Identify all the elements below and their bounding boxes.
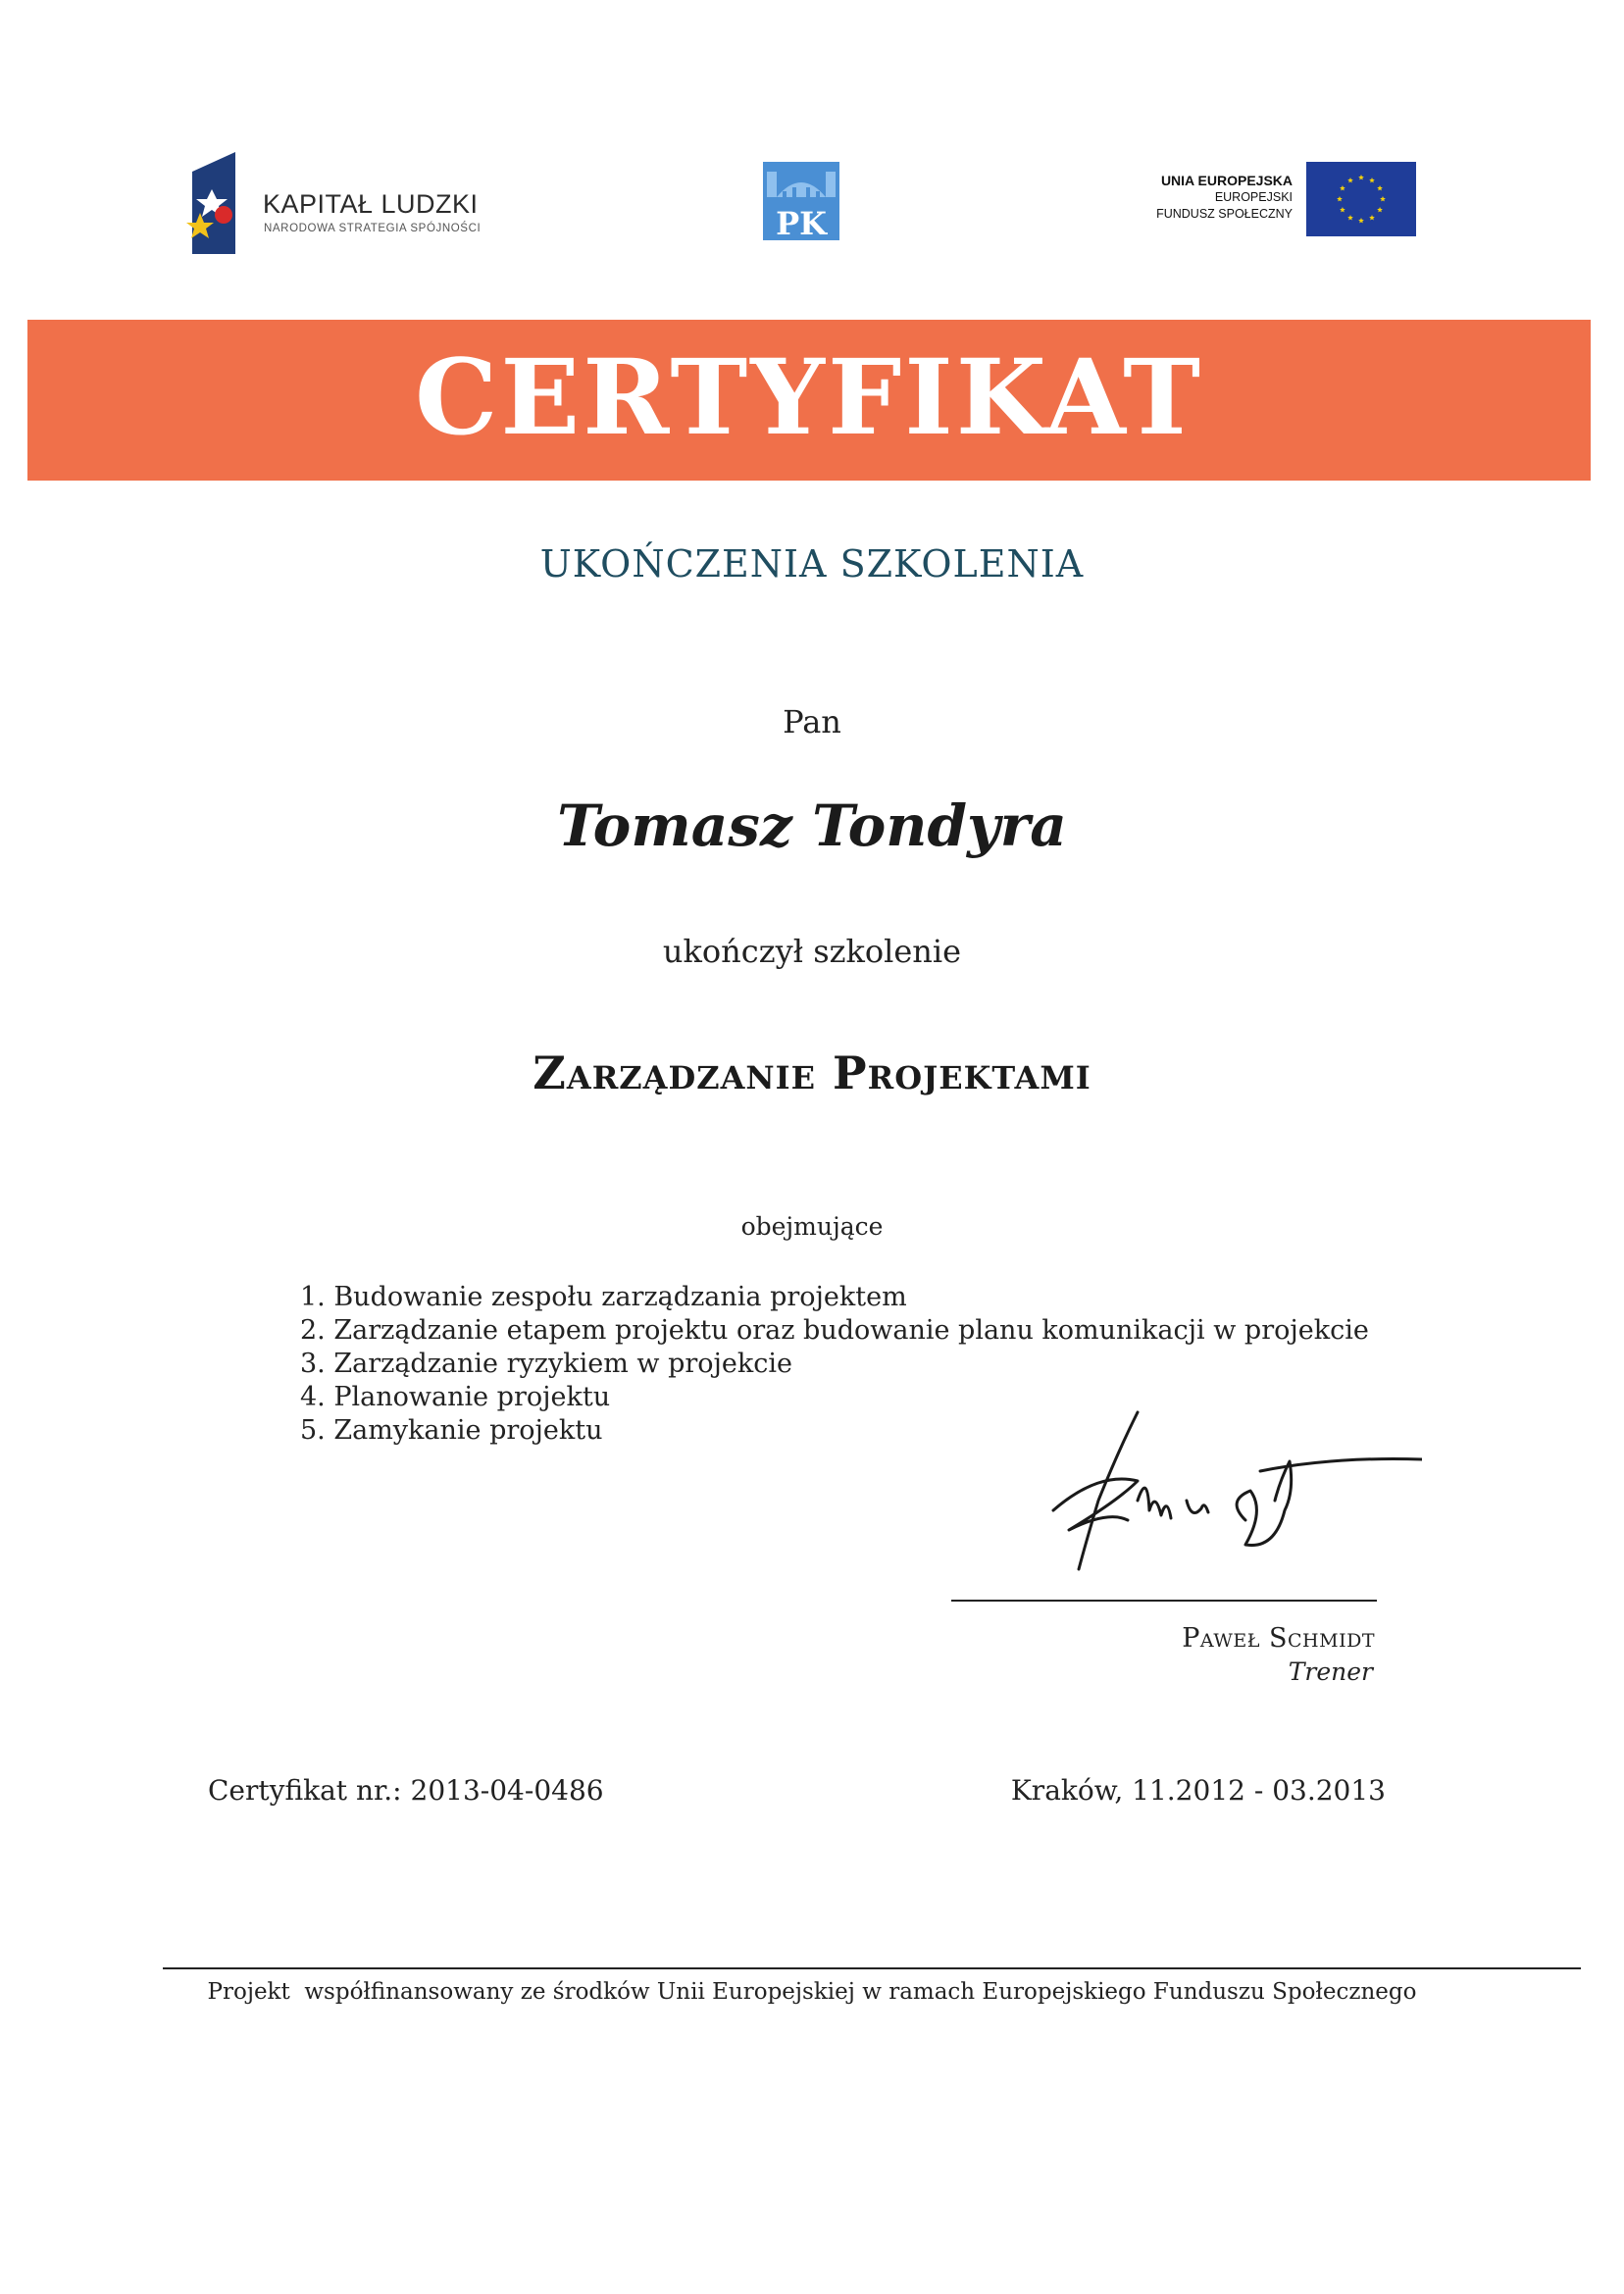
trainer-role: Trener (1288, 1657, 1373, 1686)
eu-logo-line3: FUNDUSZ SPOŁECZNY (1156, 207, 1293, 221)
kapital-ludzki-logo (186, 152, 520, 260)
eu-logo-line2: EUROPEJSKI (1214, 190, 1293, 204)
trainer-name: Paweł Schmidt (1182, 1623, 1375, 1654)
topic-item: 3. Zarządzanie ryzykiem w projekcie (300, 1349, 793, 1379)
topic-item: 1. Budowanie zespołu zarządzania projektem (300, 1282, 907, 1312)
place-date: Kraków, 11.2012 - 03.2013 (1010, 1774, 1386, 1807)
title-banner (27, 320, 1591, 481)
pk-logo-label: PK (776, 205, 827, 240)
eu-logo-text (1156, 173, 1293, 223)
salutation: Pan (783, 703, 841, 740)
course-title: Zarządzanie Projektami (533, 1046, 1091, 1099)
topic-item: 4. Planowanie projektu (300, 1382, 611, 1412)
recipient-name: Tomasz Tondyra (557, 792, 1067, 859)
completed-text: ukończył szkolenie (662, 933, 962, 970)
footer-divider (163, 1967, 1581, 1969)
trainer-signature (1040, 1402, 1422, 1574)
topic-item: 2. Zarządzanie etapem projektu oraz budowanie planu komunikacji w projekcie (300, 1315, 1369, 1346)
certificate-title: CERTYFIKAT (415, 335, 1203, 458)
kapital-ludzki-subtitle: NARODOWA STRATEGIA SPÓJNOŚCI (264, 223, 482, 234)
certificate-number: Certyfikat nr.: 2013-04-0486 (208, 1774, 604, 1807)
eu-flag-icon (1306, 162, 1416, 236)
footer-text: Projekt współfinansowany ze środków Unii Europejskiej w ramach Europejskiego Funduszu Społecznego (207, 1979, 1417, 2005)
kapital-ludzki-logo-icon (186, 152, 241, 254)
kapital-ludzki-title: KAPITAŁ LUDZKI (263, 189, 479, 219)
eu-logo-line1: UNIA EUROPEJSKA (1160, 173, 1293, 188)
topic-item: 5. Zamykanie projektu (300, 1415, 603, 1446)
covering-text: obejmujące (740, 1212, 884, 1241)
signature-line (951, 1600, 1377, 1602)
politechnika-krakowska-logo-icon (763, 162, 839, 240)
certificate-subtitle: UKOŃCZENIA SZKOLENIA (539, 542, 1085, 586)
